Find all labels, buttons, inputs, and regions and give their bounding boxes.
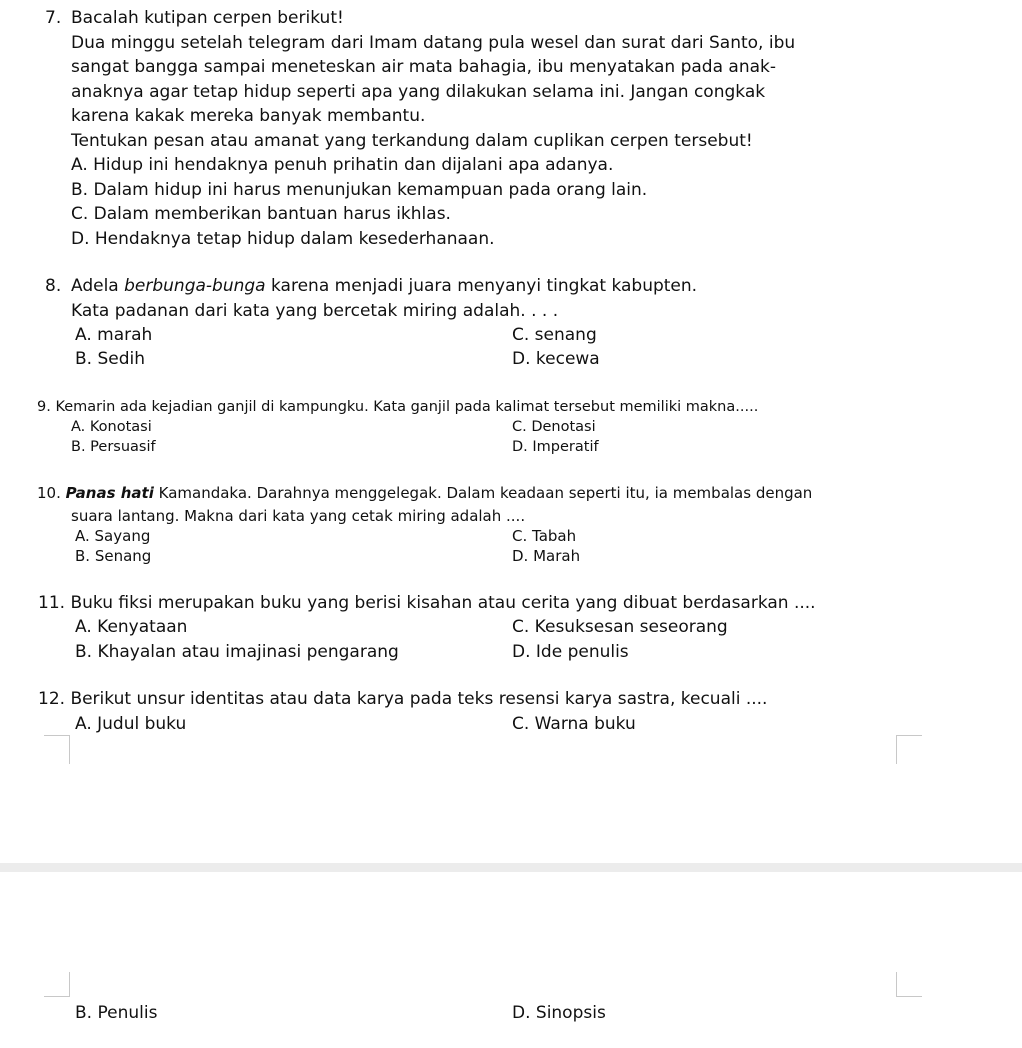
question-7-option-c: C. Dalam memberikan bantuan harus ikhlas.: [71, 204, 451, 224]
question-10-number: 10.: [37, 484, 61, 502]
question-8-number: 8.: [45, 276, 62, 296]
question-7-line: anaknya agar tetap hidup seperti apa yang dilakukan selama ini. Jangan congkak: [71, 81, 766, 102]
question-7-line: karena kakak mereka banyak membantu.: [71, 106, 426, 126]
question-8: [45, 274, 697, 323]
question-11-option-d: D. Ide penulis: [512, 642, 629, 662]
question-10-line-1: Kamandaka. Darahnya menggelegak. Dalam keadaan seperti itu, ia membalas dengan: [153, 484, 813, 502]
question-9-option-b: B. Persuasif: [71, 439, 156, 455]
question-10: [37, 483, 812, 503]
question-8-option-c: C. senang: [512, 325, 597, 345]
question-10-option-b: B. Senang: [75, 547, 152, 565]
question-10-option-a: A. Sayang: [75, 527, 151, 545]
question-11-option-c: C. Kesuksesan seseorang: [512, 617, 728, 637]
question-10-option-d: D. Marah: [512, 547, 581, 565]
crop-mark-top-left: [44, 735, 70, 764]
question-11-option-a: A. Kenyataan: [75, 617, 188, 637]
question-8-option-d: D. kecewa: [512, 349, 600, 369]
question-8-option-b: B. Sedih: [75, 349, 146, 369]
crop-mark-bottom-left: [44, 972, 70, 997]
question-7: [45, 6, 795, 251]
question-8-line-2: Kata padanan dari kata yang bercetak miring adalah. . . .: [71, 300, 559, 321]
question-7-option-d: D. Hendaknya tetap hidup dalam kesederhanaan.: [71, 228, 495, 249]
question-9-option-d: D. Imperatif: [512, 439, 599, 455]
question-9-text: 9. Kemarin ada kejadian ganjil di kampungku. Kata ganjil pada kalimat tersebut memiliki makna.....: [37, 399, 759, 415]
question-7-line: Bacalah kutipan cerpen berikut!: [71, 8, 344, 28]
question-7-line: Dua minggu setelah telegram dari Imam datang pula wesel dan surat dari Santo, ibu: [71, 32, 796, 53]
question-7-line: Tentukan pesan atau amanat yang terkandung dalam cuplikan cerpen tersebut!: [71, 130, 753, 151]
question-12-text: 12. Berikut unsur identitas atau data karya pada teks resensi karya sastra, kecuali ....: [38, 689, 768, 709]
question-9-option-a: A. Konotasi: [71, 419, 152, 435]
question-11-option-b: B. Khayalan atau imajinasi pengarang: [75, 642, 399, 662]
italic-word: Panas hati: [65, 484, 154, 502]
question-7-option-b: B. Dalam hidup ini harus menunjukan kemampuan pada orang lain.: [71, 179, 648, 200]
question-12-option-b: B. Penulis: [75, 1003, 158, 1023]
crop-mark-bottom-right: [896, 972, 922, 997]
question-10-line-2: suara lantang. Makna dari kata yang cetak miring adalah ....: [71, 507, 526, 525]
italic-word: berbunga-bunga: [124, 276, 266, 296]
question-8-line-1: Adela berbunga-bunga karena menjadi juara menyanyi tingkat kabupten.: [71, 276, 698, 296]
question-9-option-c: C. Denotasi: [512, 419, 596, 435]
question-7-line: sangat bangga sampai meneteskan air mata bahagia, ibu menyatakan pada anak-: [71, 57, 776, 77]
page-break-divider: [0, 863, 1022, 872]
question-12-option-c: C. Warna buku: [512, 714, 636, 734]
question-11-text: 11. Buku fiksi merupakan buku yang berisi kisahan atau cerita yang dibuat berdasarkan ....: [38, 593, 816, 613]
crop-mark-top-right: [896, 735, 922, 764]
question-7-option-a: A. Hidup ini hendaknya penuh prihatin dan dijalani apa adanya.: [71, 155, 614, 175]
question-8-option-a: A. marah: [75, 325, 153, 345]
question-12-option-d: D. Sinopsis: [512, 1003, 606, 1023]
question-7-number: 7.: [45, 8, 62, 28]
question-12-option-a: A. Judul buku: [75, 714, 187, 734]
question-10-option-c: C. Tabah: [512, 527, 577, 545]
